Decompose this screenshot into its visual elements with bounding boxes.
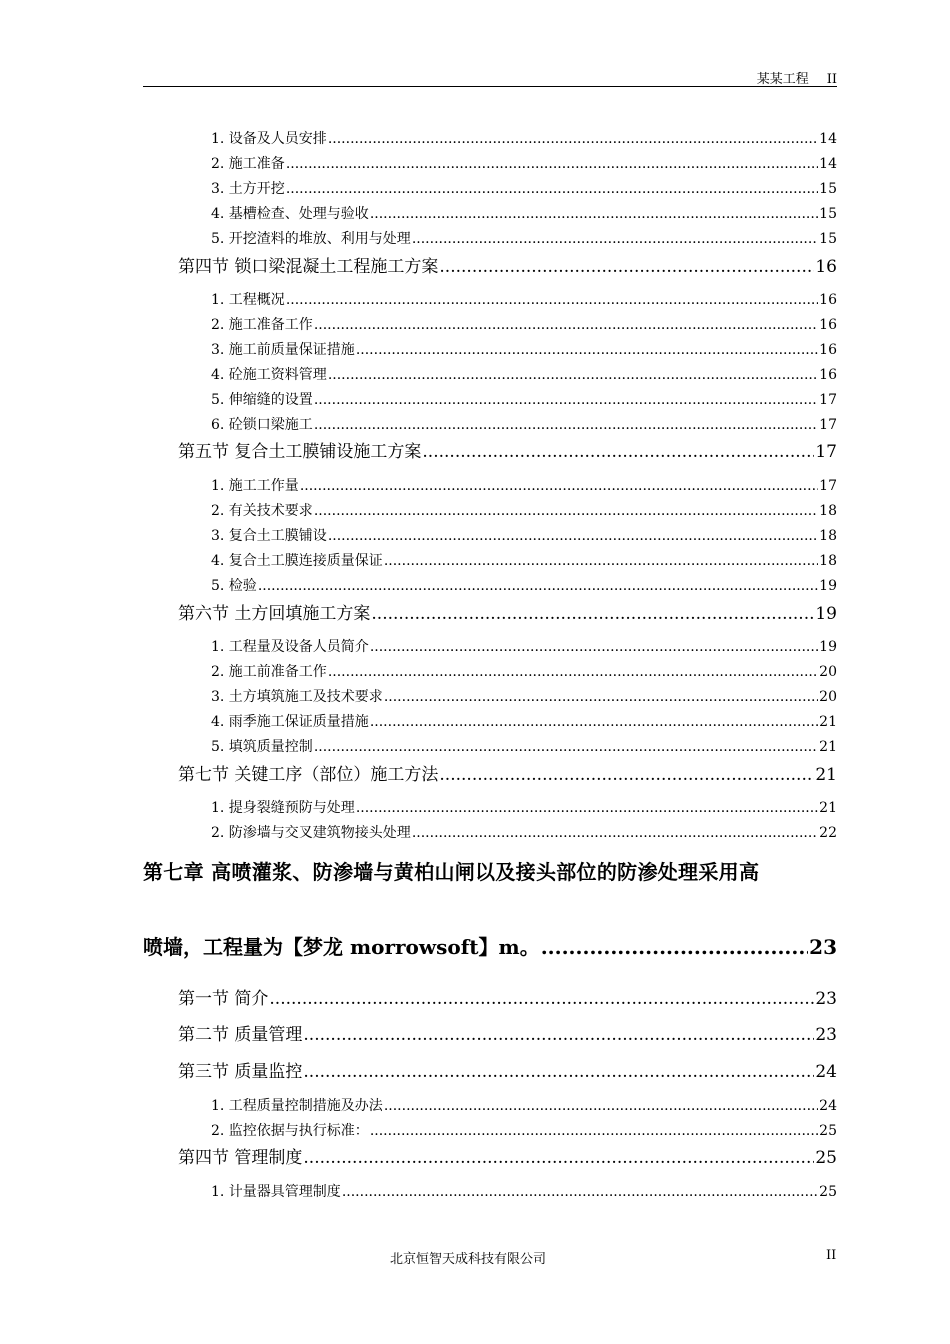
toc-entry[interactable] xyxy=(211,1181,837,1201)
toc-entry[interactable] xyxy=(211,178,837,198)
toc-page-number: 21 xyxy=(815,765,837,785)
toc-entry[interactable] xyxy=(211,797,837,817)
toc-entry-title: 3. 复合土工膜铺设 xyxy=(211,528,327,544)
toc-page-number: 21 xyxy=(819,739,837,755)
toc-leader xyxy=(371,604,814,624)
toc-entry[interactable] xyxy=(211,339,837,359)
toc-leader xyxy=(342,1184,818,1200)
toc-leader xyxy=(300,478,818,494)
toc-entry-title: 2. 有关技术要求 xyxy=(211,503,313,519)
toc-entry-title: 5. 检验 xyxy=(211,578,257,594)
toc-page-number: 25 xyxy=(819,1184,837,1200)
toc-section-entry[interactable] xyxy=(178,599,837,624)
toc-page-number: 20 xyxy=(819,664,837,680)
toc-section-entry[interactable] xyxy=(178,760,837,785)
toc-leader xyxy=(314,739,818,755)
footer-page-number: II xyxy=(826,1248,837,1263)
toc-section-title: 第五节 复合土工膜铺设施工方案 xyxy=(178,442,422,462)
toc-section-title: 第三节 质量监控 xyxy=(178,1062,303,1082)
toc-page-number: 17 xyxy=(819,417,837,433)
header-project: 某某工程 xyxy=(756,72,809,87)
toc-entry-title: 1. 提身裂缝预防与处理 xyxy=(211,800,355,816)
toc-section-title: 第四节 管理制度 xyxy=(178,1148,303,1168)
toc-entry-title: 2. 施工前准备工作 xyxy=(211,664,327,680)
toc-leader xyxy=(384,553,818,569)
toc-entry[interactable] xyxy=(211,575,837,595)
toc-section-entry[interactable] xyxy=(178,252,837,277)
toc-entry[interactable] xyxy=(211,153,837,173)
toc-section-entry[interactable] xyxy=(178,1020,837,1045)
toc-leader xyxy=(370,206,818,222)
toc-entry[interactable] xyxy=(211,389,837,409)
page-header xyxy=(143,66,837,87)
toc-section-title: 第六节 土方回填施工方案 xyxy=(178,604,371,624)
toc-leader xyxy=(258,578,818,594)
toc-page-number: 18 xyxy=(819,503,837,519)
toc-leader xyxy=(286,292,818,308)
toc-leader xyxy=(328,367,818,383)
toc-leader xyxy=(412,231,818,247)
toc-page-number: 17 xyxy=(819,392,837,408)
toc-leader xyxy=(541,935,808,959)
toc-section-title: 第七节 关键工序（部位）施工方法 xyxy=(178,765,439,785)
toc-leader xyxy=(370,639,818,655)
header-page-number: II xyxy=(826,72,837,87)
toc-entry-title: 1. 工程量及设备人员简介 xyxy=(211,639,369,655)
toc-page-number: 20 xyxy=(819,689,837,705)
toc-entry[interactable] xyxy=(211,1095,837,1115)
toc-page-number: 24 xyxy=(815,1062,837,1082)
toc-leader xyxy=(370,714,818,730)
toc-entry-title: 5. 伸缩缝的设置 xyxy=(211,392,313,408)
toc-entry[interactable] xyxy=(211,364,837,384)
toc-section-entry[interactable] xyxy=(178,984,837,1009)
toc-leader xyxy=(314,503,818,519)
header-text xyxy=(757,68,837,87)
toc-page-number: 16 xyxy=(819,342,837,358)
toc-entry[interactable] xyxy=(211,661,837,681)
toc-entry[interactable] xyxy=(211,711,837,731)
toc-entry[interactable] xyxy=(211,475,837,495)
toc-page-number: 14 xyxy=(819,156,837,172)
toc-page-number: 16 xyxy=(819,292,837,308)
toc-entry-title: 2. 防渗墙与交叉建筑物接头处理 xyxy=(211,825,411,841)
toc-section-entry[interactable] xyxy=(178,1057,837,1082)
toc-page-number: 18 xyxy=(819,553,837,569)
toc-page-number: 14 xyxy=(819,131,837,147)
toc-leader xyxy=(303,1062,814,1082)
toc-entry-title: 3. 土方开挖 xyxy=(211,181,285,197)
toc-page-number: 15 xyxy=(819,231,837,247)
toc-entry-title: 1. 施工工作量 xyxy=(211,478,299,494)
toc-entry-title: 4. 雨季施工保证质量措施 xyxy=(211,714,369,730)
toc-leader xyxy=(356,800,818,816)
toc-page-number: 25 xyxy=(815,1148,837,1168)
toc-leader xyxy=(303,1025,814,1045)
toc-section-title: 第一节 简介 xyxy=(178,989,269,1009)
toc-page-number: 18 xyxy=(819,528,837,544)
toc-entry[interactable] xyxy=(211,525,837,545)
toc-entry[interactable] xyxy=(211,500,837,520)
toc-chapter-entry[interactable] xyxy=(143,931,837,960)
toc-leader xyxy=(286,181,818,197)
toc-page-number: 17 xyxy=(815,442,837,462)
toc-entry-title: 1. 工程质量控制措施及办法 xyxy=(211,1098,383,1114)
toc-entry[interactable] xyxy=(211,736,837,756)
toc-section-title: 第四节 锁口梁混凝土工程施工方案 xyxy=(178,257,439,277)
toc-leader xyxy=(412,825,818,841)
toc-page-number: 16 xyxy=(815,257,837,277)
toc-entry[interactable] xyxy=(211,289,837,309)
toc-entry[interactable] xyxy=(211,128,837,148)
toc-page-number: 16 xyxy=(819,317,837,333)
toc-page-number: 22 xyxy=(819,825,837,841)
page-footer xyxy=(0,1248,950,1268)
toc-section-entry[interactable] xyxy=(178,1143,837,1168)
toc-entry-title: 4. 复合土工膜连接质量保证 xyxy=(211,553,383,569)
toc-page-number: 15 xyxy=(819,181,837,197)
toc-leader xyxy=(328,528,818,544)
toc-leader xyxy=(303,1148,814,1168)
toc-entry-title: 2. 施工准备工作 xyxy=(211,317,313,333)
toc-entry[interactable] xyxy=(211,314,837,334)
toc-leader xyxy=(314,392,818,408)
footer-company: 北京恒智天成科技有限公司 xyxy=(390,1252,547,1267)
toc-page-number: 23 xyxy=(809,935,837,959)
toc-entry-title: 4. 基槽检查、处理与验收 xyxy=(211,206,369,222)
toc-page-number: 24 xyxy=(819,1098,837,1114)
toc-leader xyxy=(384,1098,818,1114)
toc-leader xyxy=(356,342,818,358)
toc-page-number: 25 xyxy=(819,1123,837,1139)
toc-leader xyxy=(286,156,818,172)
toc-entry-title: 2. 监控依据与执行标准： xyxy=(211,1123,369,1139)
toc-page-number: 19 xyxy=(819,578,837,594)
toc-section-title: 第二节 质量管理 xyxy=(178,1025,303,1045)
toc-leader xyxy=(328,664,818,680)
toc-page-number: 16 xyxy=(819,367,837,383)
toc-entry[interactable] xyxy=(211,203,837,223)
toc-leader xyxy=(314,417,818,433)
toc-leader xyxy=(314,317,818,333)
toc-entry[interactable] xyxy=(211,822,837,842)
toc-leader xyxy=(439,765,814,785)
toc-leader xyxy=(384,689,818,705)
toc-page-number: 23 xyxy=(815,989,837,1009)
toc-page-number: 21 xyxy=(819,800,837,816)
toc-entry-title: 5. 开挖渣料的堆放、利用与处理 xyxy=(211,231,411,247)
toc-page-number: 15 xyxy=(819,206,837,222)
toc-entry[interactable] xyxy=(211,414,837,434)
toc-entry-title: 1. 设备及人员安排 xyxy=(211,131,327,147)
toc-chapter-title-line1[interactable]: 第七章 高喷灌浆、防渗墙与黄柏山闸以及接头部位的防渗处理采用高 xyxy=(143,860,760,884)
toc-section-entry[interactable] xyxy=(178,437,837,462)
toc-leader xyxy=(328,131,818,147)
toc-entry[interactable] xyxy=(211,228,837,248)
toc-page-number: 23 xyxy=(815,1025,837,1045)
toc-entry[interactable] xyxy=(211,686,837,706)
toc-page-number: 17 xyxy=(819,478,837,494)
toc-leader xyxy=(439,257,814,277)
toc-entry-title: 5. 填筑质量控制 xyxy=(211,739,313,755)
toc-entry-title: 3. 施工前质量保证措施 xyxy=(211,342,355,358)
toc-entry-title: 1. 工程概况 xyxy=(211,292,285,308)
toc-entry[interactable] xyxy=(211,550,837,570)
toc-leader xyxy=(269,989,814,1009)
toc-entry-title: 4. 砼施工资料管理 xyxy=(211,367,327,383)
toc-entry-title: 3. 土方填筑施工及技术要求 xyxy=(211,689,383,705)
toc-page-number: 21 xyxy=(819,714,837,730)
toc-leader xyxy=(422,442,814,462)
toc-entry-title: 6. 砼锁口梁施工 xyxy=(211,417,313,433)
toc-page-number: 19 xyxy=(815,604,837,624)
toc-leader xyxy=(370,1123,818,1139)
toc-entry-title: 1. 计量器具管理制度 xyxy=(211,1184,341,1200)
toc-entry-title: 2. 施工准备 xyxy=(211,156,285,172)
toc-chapter-title-line2: 喷墙，工程量为【梦龙 morrowsoft】m。 xyxy=(143,935,540,959)
toc-entry[interactable] xyxy=(211,1120,837,1140)
toc-entry[interactable] xyxy=(211,636,837,656)
toc-page-number: 19 xyxy=(819,639,837,655)
